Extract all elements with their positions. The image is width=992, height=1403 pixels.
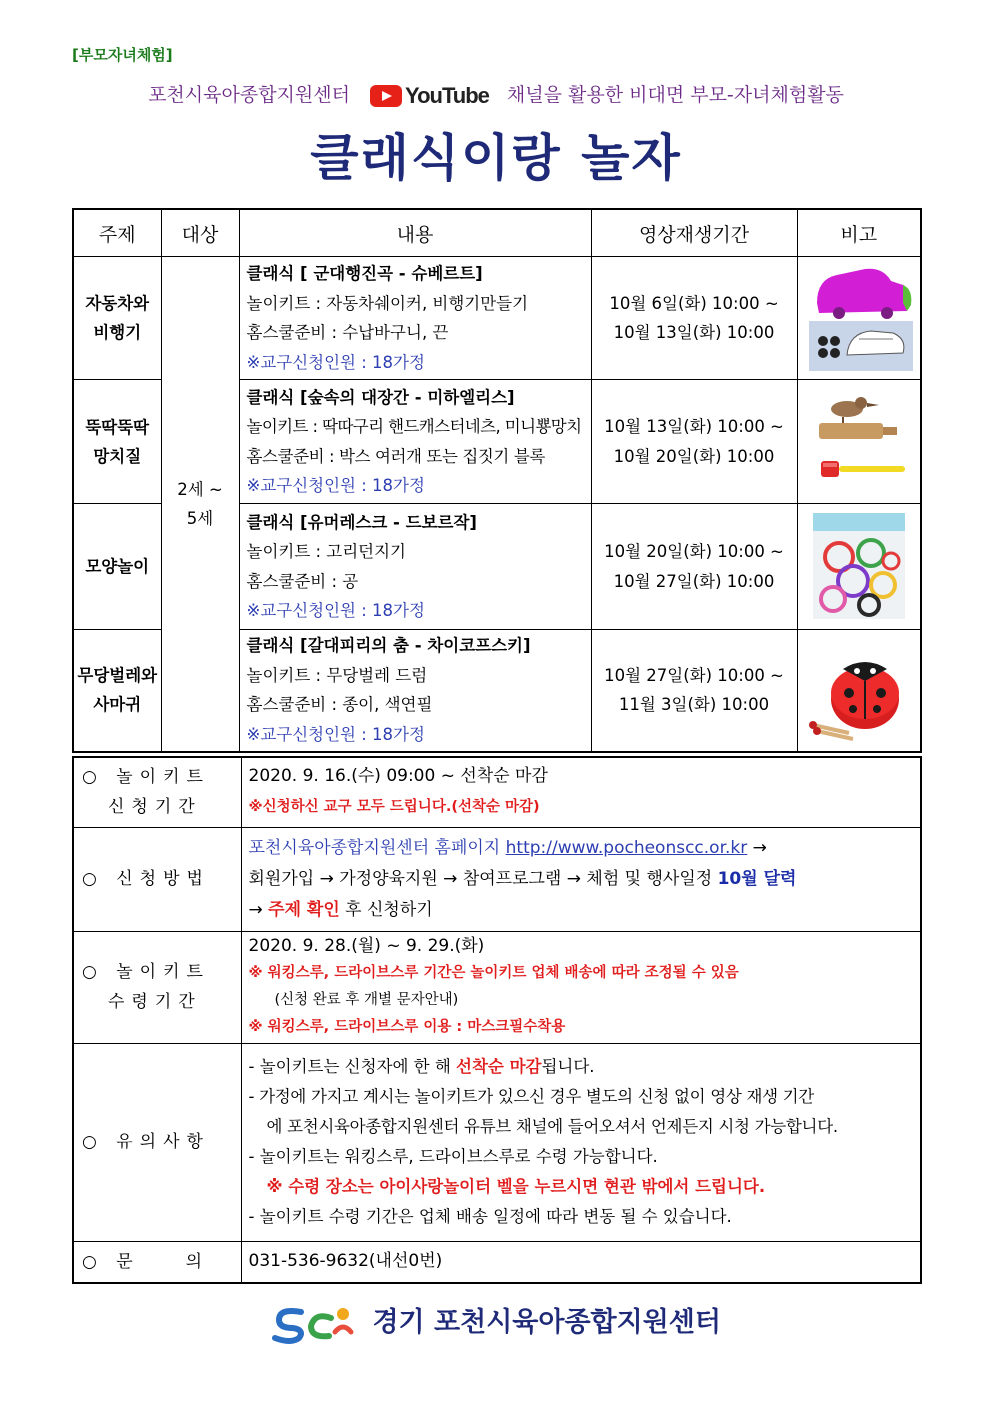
period-start: 10월 6일(화) 10:00 ~ — [609, 293, 779, 313]
info-row-apply-period — [73, 757, 921, 827]
receive-sms-note: (신청 완료 후 개별 문자안내) — [274, 992, 459, 1008]
label-line: 수령기간 — [108, 992, 202, 1012]
subtitle — [0, 80, 992, 109]
kit-line: 놀이키트 : 딱따구리 핸드캐스터네츠, 미니뿅망치 — [246, 417, 582, 436]
homepage-link[interactable]: http://www.pocheonscc.or.kr — [505, 837, 748, 858]
label-part: ○ 문 — [82, 1251, 140, 1272]
info-row-receive-period — [73, 931, 921, 1043]
contact-phone: 031-536-9632(내선0번) — [241, 1241, 921, 1283]
quota-note: ※교구신청인원 : 18가정 — [246, 724, 425, 744]
table-row — [73, 257, 921, 380]
home-line: 홈스쿨준비 : 공 — [246, 571, 359, 591]
topic-line: 비행기 — [93, 323, 142, 342]
topic-check-text: 주제 확인 — [268, 899, 340, 920]
period-cell — [591, 257, 797, 380]
label-line: 신청기간 — [108, 797, 202, 818]
header-note: 비고 — [797, 209, 921, 257]
kit-image-cell — [797, 504, 921, 630]
youtube-logo — [370, 83, 489, 109]
caution-text: - 놀이키트는 신청자에 한 해 — [248, 1057, 457, 1076]
kit-line: 놀이키트 : 고리던지기 — [246, 542, 406, 561]
info-value — [241, 827, 921, 931]
method-line-1 — [249, 833, 920, 864]
period-end: 10월 20일(화) 10:00 — [613, 446, 775, 466]
info-row-method — [73, 827, 921, 931]
label-line: ○ 놀이키트 — [82, 767, 210, 788]
footer-org-name: 경기 포천시육아종합지원센터 — [372, 1307, 721, 1338]
topic-line: 뚝딱뚝딱 — [85, 417, 150, 437]
receive-date: 2020. 9. 28.(월) ~ 9. 29.(화) — [248, 936, 485, 956]
caution-line: - 놀이키트는 워킹스루, 드라이브스루로 수령 가능합니다. — [248, 1147, 658, 1166]
caution-line: - 놀이키트 수령 기간은 업체 배송 일정에 따라 변동 될 수 있습니다. — [248, 1207, 732, 1226]
info-row-contact — [73, 1241, 921, 1283]
arrow-text: → — [248, 899, 269, 920]
header-topic: 주제 — [73, 209, 161, 257]
schedule-header-row — [73, 209, 921, 257]
method-line-3 — [249, 895, 920, 926]
topic-cell — [73, 380, 161, 504]
youtube-play-icon — [370, 85, 402, 107]
info-row-cautions — [73, 1043, 921, 1241]
period-cell — [591, 630, 797, 752]
category-tag: [부모자녀체험] — [72, 46, 173, 64]
ring-toss-image — [809, 507, 909, 623]
caution-line: 에 포천시육아종합지원센터 유튜브 채널에 들어오셔서 언제든지 시청 가능합니다. — [266, 1117, 838, 1136]
caution-text: 됩니다. — [541, 1057, 595, 1076]
quota-note: ※교구신청인원 : 18가정 — [246, 601, 425, 620]
content-cell — [239, 630, 591, 752]
content-cell — [239, 380, 591, 504]
kit-image-cell — [797, 630, 921, 752]
kit-image-cell — [797, 380, 921, 504]
classic-title: 클래식 [유머레스크 - 드보르작] — [246, 512, 477, 532]
info-value — [241, 1043, 921, 1241]
subtitle-desc: 채널을 활용한 비대면 부모-자녀체험활동 — [506, 84, 844, 106]
topic-line: 사마귀 — [93, 695, 142, 715]
info-label: ○ 신청방법 — [73, 827, 241, 931]
woodpecker-hammer-image — [803, 383, 915, 497]
topic-line: 망치질 — [93, 446, 142, 466]
ladybug-drum-image — [803, 633, 915, 743]
period-end: 10월 27일(화) 10:00 — [613, 571, 775, 591]
center-homepage-text: 포천시육아종합지원센터 홈페이지 — [248, 837, 506, 858]
schedule-table — [72, 208, 922, 753]
header-target: 대상 — [161, 209, 239, 257]
topic-line: 모양놀이 — [85, 557, 150, 576]
topic-line: 자동차와 — [85, 294, 150, 313]
header-period: 영상재생기간 — [591, 209, 797, 257]
period-end: 10월 13일(화) 10:00 — [613, 323, 775, 342]
method-line-2 — [249, 864, 920, 895]
arrow-text: → — [747, 837, 767, 858]
info-value — [241, 931, 921, 1043]
info-value — [241, 757, 921, 827]
apply-notice: ※신청하신 교구 모두 드립니다.(선착순 마감) — [248, 799, 540, 816]
method-end-text: 후 신청하기 — [339, 899, 433, 920]
quota-note: ※교구신청인원 : 18가정 — [246, 476, 425, 495]
topic-cell — [73, 630, 161, 752]
topic-cell — [73, 504, 161, 630]
period-start: 10월 27일(화) 10:00 ~ — [604, 665, 784, 685]
footer — [0, 1300, 992, 1346]
page-title: 클래식이랑 놀자 — [310, 129, 682, 187]
info-label: ○ 유의사항 — [73, 1043, 241, 1241]
home-line: 홈스쿨준비 : 종이, 색연필 — [246, 695, 433, 715]
label-line: ○ 놀이키트 — [82, 962, 210, 982]
info-label — [73, 1241, 241, 1283]
info-label — [73, 757, 241, 827]
first-come-text: 선착순 마감 — [456, 1057, 542, 1076]
header-content: 내용 — [239, 209, 591, 257]
receive-notice: ※ 워킹스루, 드라이브스루 기간은 놀이키트 업체 배송에 따라 조정될 수 있음 — [248, 965, 739, 981]
info-table — [72, 756, 922, 1284]
home-line: 홈스쿨준비 : 박스 여러개 또는 집짓기 블록 — [246, 446, 545, 466]
mask-notice: ※ 워킹스루, 드라이브스루 이용 : 마스크필수착용 — [248, 1019, 566, 1035]
content-cell — [239, 257, 591, 380]
subtitle-org: 포천시육아종합지원센터 — [148, 84, 350, 106]
kit-line: 놀이키트 : 자동차쉐이커, 비행기만들기 — [246, 293, 529, 313]
label-part: 의 — [185, 1251, 210, 1272]
apply-date: 2020. 9. 16.(수) 09:00 ~ 선착순 마감 — [248, 766, 548, 787]
period-start: 10월 20일(화) 10:00 ~ — [604, 542, 784, 561]
caution-line: - 가정에 가지고 계시는 놀이키트가 있으신 경우 별도의 신청 없이 영상 재생 기간 — [248, 1087, 814, 1106]
target-age-cell — [161, 257, 239, 752]
target-line: 5세 — [186, 508, 214, 528]
method-steps: 회원가입 → 가정양육지원 → 참여프로그램 → 체험 및 행사일정 — [248, 868, 718, 889]
kit-line: 놀이키트 : 무당벌레 드럼 — [246, 665, 428, 685]
target-line: 2세 ~ — [177, 479, 223, 499]
pickup-location-notice: ※ 수령 장소는 아이사랑놀이터 벨을 누르시면 현관 밖에서 드립니다. — [266, 1177, 766, 1196]
youtube-wordmark: YouTube — [405, 82, 489, 108]
period-end: 11월 3일(화) 10:00 — [618, 695, 770, 715]
classic-title: 클래식 [숲속의 대장간 - 미하엘리스] — [246, 387, 515, 407]
caution-line — [249, 1052, 920, 1082]
period-start: 10월 13일(화) 10:00 ~ — [604, 417, 784, 436]
period-cell — [591, 380, 797, 504]
topic-line: 무당벌레와 — [77, 666, 158, 686]
quota-note: ※교구신청인원 : 18가정 — [246, 352, 425, 372]
topic-cell — [73, 257, 161, 380]
classic-title: 클래식 [ 군대행진곡 - 슈베르트] — [246, 264, 483, 283]
october-calendar-text: 10월 달력 — [717, 868, 797, 889]
car-shaker-image — [803, 259, 915, 373]
period-cell — [591, 504, 797, 630]
center-logo-icon — [271, 1302, 355, 1346]
kit-image-cell — [797, 257, 921, 380]
content-cell — [239, 504, 591, 630]
info-label — [73, 931, 241, 1043]
classic-title: 클래식 [갈대피리의 춤 - 차이코프스키] — [246, 636, 531, 656]
home-line: 홈스쿨준비 : 수납바구니, 끈 — [246, 323, 449, 342]
